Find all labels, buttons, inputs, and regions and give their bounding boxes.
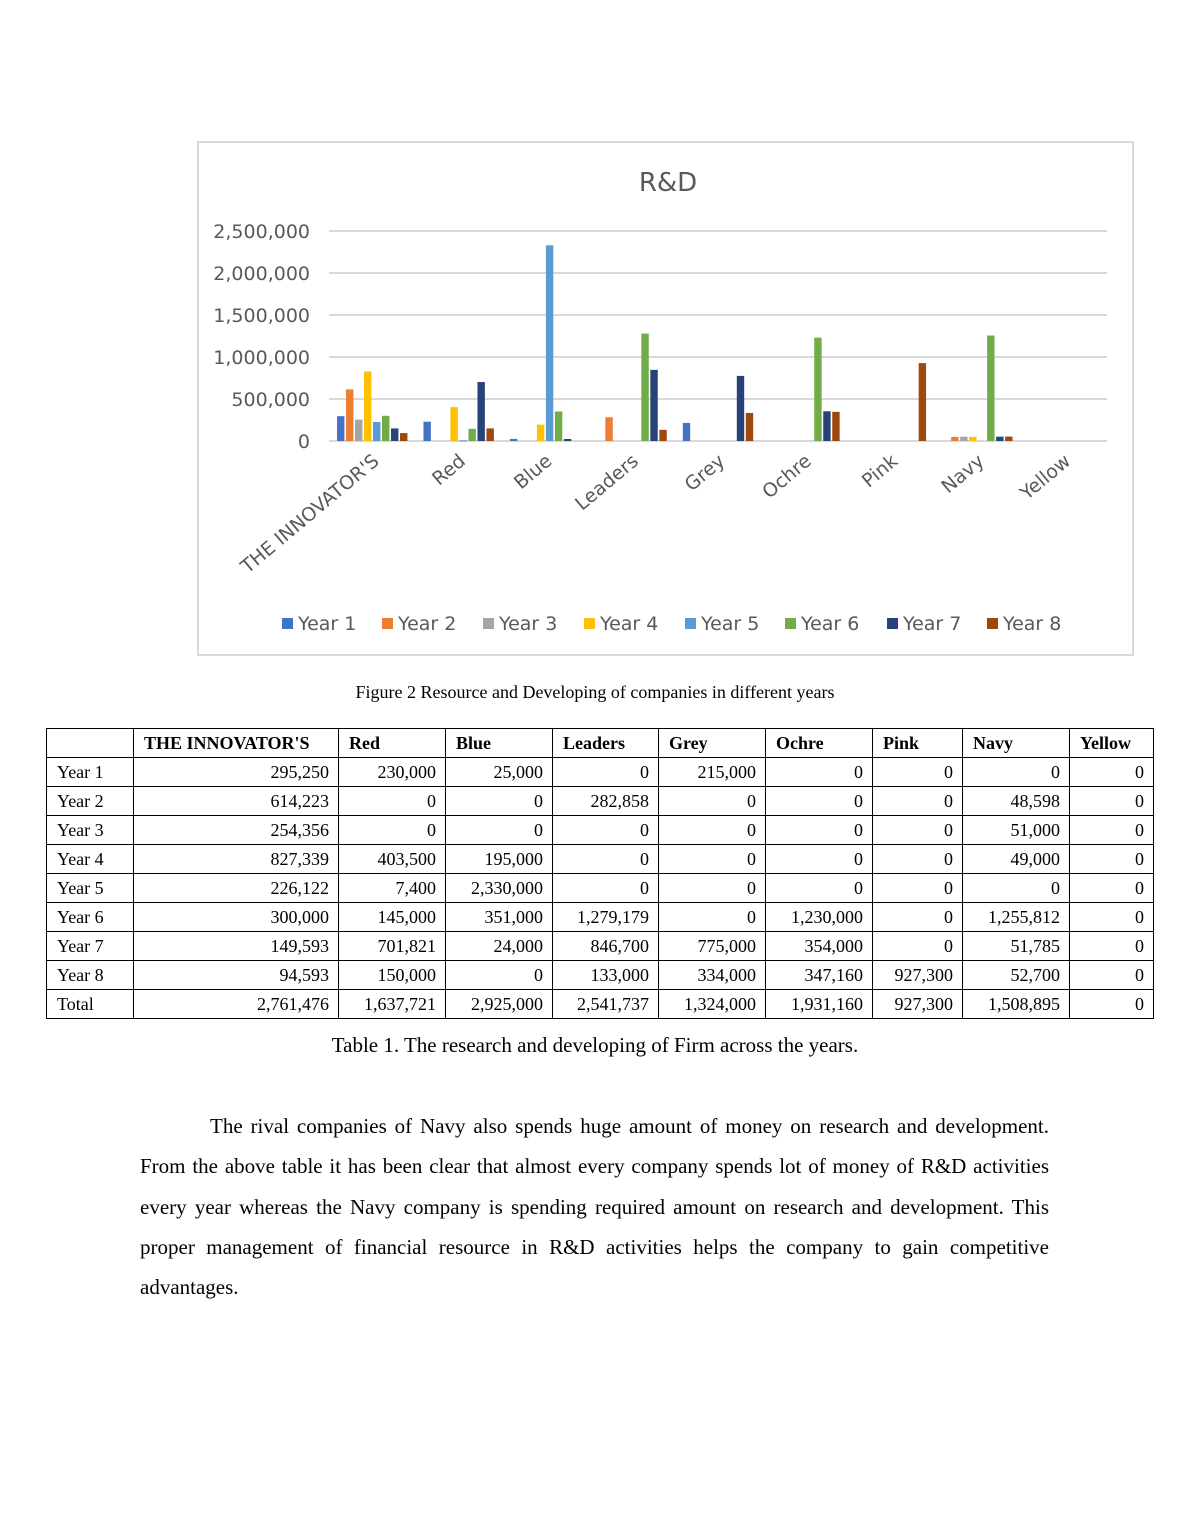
bar [546, 245, 553, 441]
table-cell: 351,000 [446, 903, 553, 932]
bar [659, 430, 666, 441]
table-cell: 49,000 [963, 845, 1070, 874]
rd-data-table [46, 728, 1154, 1019]
legend-label: Year 1 [298, 613, 357, 635]
y-tick-label: 1,000,000 [213, 347, 310, 369]
legend-label: Year 3 [499, 613, 558, 635]
table-cell: 354,000 [766, 932, 873, 961]
table-cell: 0 [1070, 758, 1154, 787]
x-tick-label: Red [428, 449, 470, 491]
bar [364, 372, 371, 441]
table-cell: 215,000 [659, 758, 766, 787]
bar [641, 334, 648, 441]
table-header-cell: THE INNOVATOR'S [134, 729, 339, 758]
chart-title: R&D [638, 168, 698, 198]
table-cell: 150,000 [339, 961, 446, 990]
table-cell: 0 [1070, 845, 1154, 874]
table-row [47, 932, 1154, 961]
bar [391, 428, 398, 441]
table-cell: 0 [873, 874, 963, 903]
table-cell: 48,598 [963, 787, 1070, 816]
table-cell: 0 [766, 874, 873, 903]
bar [477, 382, 484, 441]
rd-bar-chart [199, 143, 1132, 654]
table-cell: 0 [446, 961, 553, 990]
table-cell: 775,000 [659, 932, 766, 961]
legend-label: Year 4 [600, 613, 659, 635]
x-tick-label: THE INNOVATOR'S [236, 449, 384, 579]
table-row [47, 903, 1154, 932]
bar [1005, 437, 1012, 441]
y-tick-label: 0 [297, 431, 310, 453]
legend-swatch [887, 618, 898, 629]
bar [555, 412, 562, 441]
table-cell: 195,000 [446, 845, 553, 874]
table-cell: 1,324,000 [659, 990, 766, 1019]
y-tick-label: 500,000 [231, 389, 310, 411]
table-cell: 0 [873, 787, 963, 816]
table-cell: 927,300 [873, 961, 963, 990]
body-paragraph: The rival companies of Navy also spends huge amount of money on research and development. From the above table it has been clear that almost every company spends lot of money of R&D activities every year whereas the Navy company is spending required amount on research and development. This proper management of financial resource in R&D activities helps the company to gain competitive advantages. [140, 1114, 1049, 1300]
table-cell: 51,785 [963, 932, 1070, 961]
table-cell: 0 [766, 816, 873, 845]
table-cell: 0 [553, 816, 659, 845]
legend-swatch [483, 618, 494, 629]
table-cell: 0 [1070, 787, 1154, 816]
table-row-label: Year 2 [47, 787, 134, 816]
table-cell: 300,000 [134, 903, 339, 932]
table-cell: 614,223 [134, 787, 339, 816]
table-row-label: Year 5 [47, 874, 134, 903]
legend-label: Year 7 [903, 613, 962, 635]
table-header-cell: Grey [659, 729, 766, 758]
table-cell: 347,160 [766, 961, 873, 990]
table-cell: 0 [873, 903, 963, 932]
legend-swatch [382, 618, 393, 629]
bar [814, 338, 821, 441]
table-cell: 0 [873, 932, 963, 961]
table-row-label: Year 8 [47, 961, 134, 990]
table-cell: 0 [659, 787, 766, 816]
table-cell: 0 [553, 845, 659, 874]
table-cell: 0 [553, 874, 659, 903]
table-cell: 0 [963, 758, 1070, 787]
bar [832, 412, 839, 441]
table-cell: 0 [446, 787, 553, 816]
table-row [47, 787, 1154, 816]
table-header-cell: Navy [963, 729, 1070, 758]
table-cell: 25,000 [446, 758, 553, 787]
table-cell: 0 [873, 758, 963, 787]
table-cell: 0 [446, 816, 553, 845]
table-cell: 145,000 [339, 903, 446, 932]
table-row [47, 845, 1154, 874]
bar [987, 336, 994, 441]
table-cell: 0 [766, 845, 873, 874]
table-cell: 1,508,895 [963, 990, 1070, 1019]
table-cell: 0 [766, 787, 873, 816]
x-tick-label: Yellow [1016, 449, 1075, 505]
legend-label: Year 2 [398, 613, 457, 635]
table-cell: 1,279,179 [553, 903, 659, 932]
table-row-label: Year 6 [47, 903, 134, 932]
table-cell: 2,330,000 [446, 874, 553, 903]
table-cell: 0 [659, 816, 766, 845]
table-cell: 2,541,737 [553, 990, 659, 1019]
table-cell: 2,925,000 [446, 990, 553, 1019]
bar [355, 420, 362, 441]
table-cell: 1,255,812 [963, 903, 1070, 932]
bar [951, 437, 958, 441]
table-cell: 7,400 [339, 874, 446, 903]
table-cell: 133,000 [553, 961, 659, 990]
table-cell: 927,300 [873, 990, 963, 1019]
bar [969, 437, 976, 441]
table-cell: 0 [1070, 874, 1154, 903]
bar [823, 411, 830, 441]
table-cell: 1,230,000 [766, 903, 873, 932]
legend-label: Year 8 [1003, 613, 1062, 635]
table-row [47, 961, 1154, 990]
table-cell: 0 [659, 903, 766, 932]
bar [746, 413, 753, 441]
table-row-label: Year 4 [47, 845, 134, 874]
table-cell: 701,821 [339, 932, 446, 961]
bar [423, 422, 430, 441]
bar [373, 422, 380, 441]
bar [960, 437, 967, 441]
table-header-row [47, 729, 1154, 758]
table-cell: 0 [553, 758, 659, 787]
table-caption: Table 1. The research and developing of Firm across the years. [331, 1033, 859, 1057]
table-cell: 403,500 [339, 845, 446, 874]
table-cell: 254,356 [134, 816, 339, 845]
bar [737, 376, 744, 441]
table-row [47, 874, 1154, 903]
table-cell: 282,858 [553, 787, 659, 816]
table-cell: 0 [766, 758, 873, 787]
table-row [47, 816, 1154, 845]
legend-swatch [584, 618, 595, 629]
table-cell: 0 [659, 845, 766, 874]
table-cell: 827,339 [134, 845, 339, 874]
table-cell: 230,000 [339, 758, 446, 787]
bar [919, 363, 926, 441]
bar [468, 429, 475, 441]
table-header-cell: Pink [873, 729, 963, 758]
table-cell: 0 [1070, 961, 1154, 990]
table-cell: 0 [963, 874, 1070, 903]
table-cell: 52,700 [963, 961, 1070, 990]
table-cell: 1,931,160 [766, 990, 873, 1019]
table-cell: 226,122 [134, 874, 339, 903]
bar [400, 433, 407, 441]
table-cell: 94,593 [134, 961, 339, 990]
bar [346, 389, 353, 441]
table-cell: 334,000 [659, 961, 766, 990]
table-cell: 0 [1070, 932, 1154, 961]
table-cell: 0 [1070, 990, 1154, 1019]
table-row-label: Year 1 [47, 758, 134, 787]
table-header-cell: Ochre [766, 729, 873, 758]
table-cell: 0 [873, 845, 963, 874]
figure-caption: Figure 2 Resource and Developing of companies in different years [355, 682, 835, 702]
table-header-cell [47, 729, 134, 758]
bar [337, 416, 344, 441]
table-cell: 1,637,721 [339, 990, 446, 1019]
x-tick-label: Leaders [571, 449, 643, 516]
table-cell: 149,593 [134, 932, 339, 961]
x-tick-label: Navy [937, 449, 989, 498]
table-row-label: Total [47, 990, 134, 1019]
bar [382, 416, 389, 441]
x-tick-label: Blue [509, 449, 557, 494]
rd-chart [197, 141, 1134, 656]
table-cell: 2,761,476 [134, 990, 339, 1019]
bar [564, 439, 571, 441]
table-cell: 846,700 [553, 932, 659, 961]
legend-swatch [282, 618, 293, 629]
table-cell: 0 [659, 874, 766, 903]
table-cell: 0 [339, 816, 446, 845]
table-header-cell: Yellow [1070, 729, 1154, 758]
y-tick-label: 2,000,000 [213, 263, 310, 285]
x-tick-label: Pink [857, 449, 903, 493]
x-tick-label: Ochre [758, 449, 816, 504]
bar [996, 437, 1003, 441]
table-row [47, 758, 1154, 787]
table-row-label: Year 7 [47, 932, 134, 961]
table-header-cell: Leaders [553, 729, 659, 758]
table-cell: 0 [873, 816, 963, 845]
bar [683, 423, 690, 441]
table-cell: 0 [1070, 816, 1154, 845]
table-header-cell: Red [339, 729, 446, 758]
table-cell: 0 [339, 787, 446, 816]
table-cell: 24,000 [446, 932, 553, 961]
legend-label: Year 5 [701, 613, 760, 635]
y-tick-label: 1,500,000 [213, 305, 310, 327]
table-row [47, 990, 1154, 1019]
table-cell: 295,250 [134, 758, 339, 787]
legend-swatch [785, 618, 796, 629]
y-tick-label: 2,500,000 [213, 221, 310, 243]
bar [510, 439, 517, 441]
legend-swatch [987, 618, 998, 629]
table-row-label: Year 3 [47, 816, 134, 845]
table-cell: 51,000 [963, 816, 1070, 845]
bar [650, 370, 657, 441]
bar [486, 428, 493, 441]
x-tick-label: Grey [680, 449, 730, 496]
bar [537, 425, 544, 441]
legend-label: Year 6 [801, 613, 860, 635]
table-header-cell: Blue [446, 729, 553, 758]
bar [450, 407, 457, 441]
bar [605, 417, 612, 441]
legend-swatch [685, 618, 696, 629]
bar [459, 440, 466, 441]
table-cell: 0 [1070, 903, 1154, 932]
